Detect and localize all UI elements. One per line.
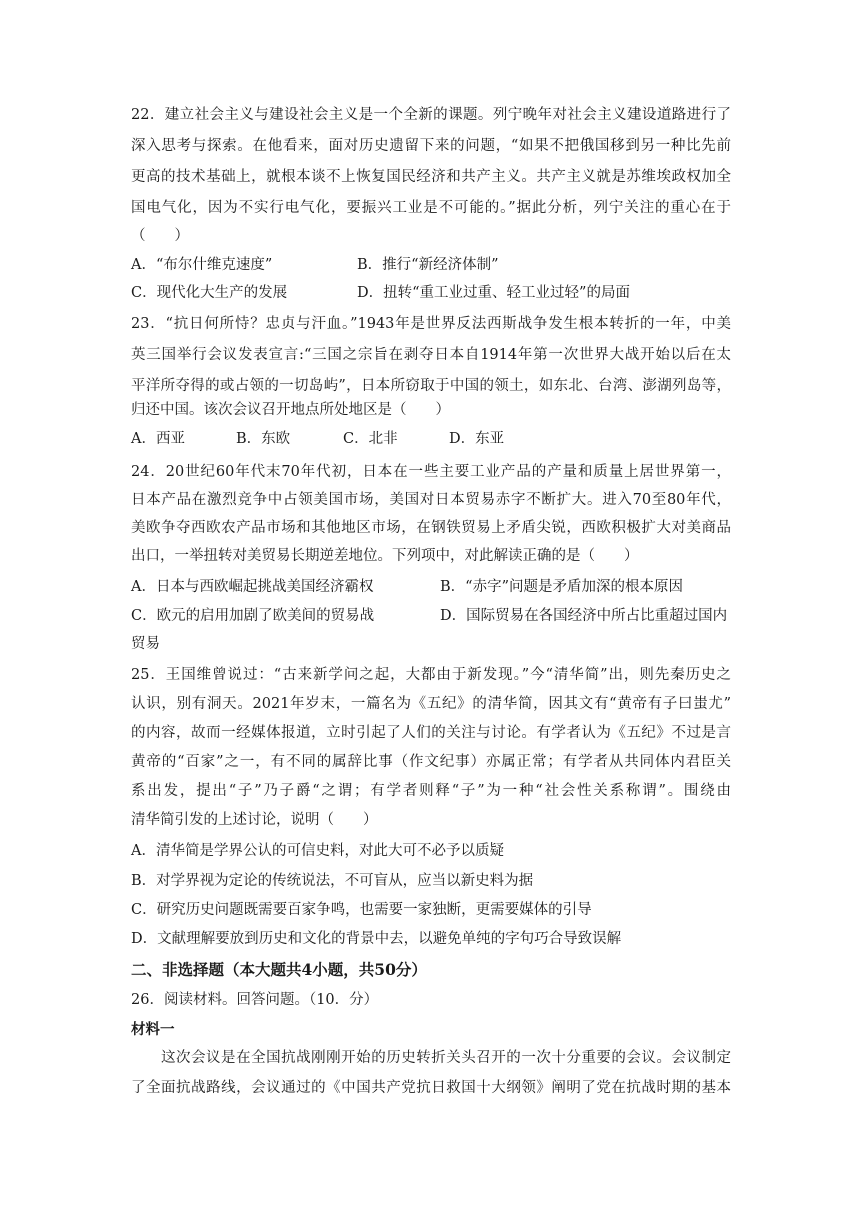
q25-option-d: D．文献理解要放到历史和文化的背景中去，以避免单纯的字句巧合导致误解 — [131, 931, 622, 947]
q23-line-3: 平洋所夺得的或占领的一切岛屿”，日本所窃取于中国的领土，如东北、台湾、澎湖列岛等， — [131, 378, 731, 394]
q25-line-3: 的内容，故而一经媒体报道，立时引起了人们的关注与讨论。有学者认为《五纪》不过是言 — [131, 725, 731, 741]
section-heading: 二、非选择题（本大题共4小题，共50分） — [131, 960, 427, 979]
q22-option-b: B．推行“新经济体制” — [357, 257, 499, 273]
q25-line-2: 认识，别有洞天。2021年岁末，一篇名为《五纪》的清华简，因其文有“黄帝有子曰蚩尤” — [131, 696, 731, 712]
q24-option-d: D．国际贸易在各国经济中所占比重超过国内 — [440, 608, 728, 624]
q23-line-1: 23．“抗日何所恃？忠贞与汗血。”1943年是世界反法西斯战争发生根本转折的一年，中美 — [131, 316, 731, 332]
q22-line-5: （ ） — [131, 228, 189, 244]
q23-option-b: B．东欧 — [236, 431, 291, 447]
q22-option-a: A．“布尔什维克速度” — [131, 257, 273, 273]
q23-option-c: C．北非 — [343, 431, 398, 447]
q22-line-4: 国电气化，因为不实行电气化，要振兴工业是不可能的。”据此分析，列宁关注的重心在于 — [131, 200, 731, 216]
q25-option-b: B．对学界视为定论的传统说法，不可盲从，应当以新史料为据 — [131, 873, 534, 889]
q25-option-c: C．研究历史问题既需要百家争鸣，也需要一家独断，更需要媒体的引导 — [131, 902, 592, 918]
material-label: 材料一 — [131, 1021, 175, 1038]
q24-line-4: 出口，一举扭转对美贸易长期逆差地位。下列项中，对此解读正确的是（ ） — [131, 548, 639, 564]
q22-option-c: C．现代化大生产的发展 — [131, 285, 288, 301]
q25-option-a: A．清华简是学界公认的可信史料，对此大可不必予以质疑 — [131, 843, 504, 859]
q22-option-d: D．扭转“重工业过重、轻工业过轻”的局面 — [357, 285, 630, 301]
q25-line-4: 黄帝的“百家”之一，有不同的属辞比事（作文纪事）亦属正常；有学者从共同体内君臣关 — [131, 754, 731, 770]
q22-line-1: 22．建立社会主义与建设社会主义是一个全新的课题。列宁晚年对社会主义建设道路进行了 — [131, 107, 731, 123]
material-line-2: 了全面抗战路线，会议通过的《中国共产党抗日救国十大纲领》阐明了党在抗战时期的基本 — [131, 1080, 731, 1096]
q24-option-a: A．日本与西欧崛起挑战美国经济霸权 — [131, 579, 374, 595]
q23-option-d: D．东亚 — [449, 431, 505, 447]
q24-line-3: 美欧争夺西欧农产品市场和其他地区市场，在钢铁贸易上矛盾尖锐，西欧积极扩大对美商品 — [131, 520, 731, 536]
q22-line-2: 深入思考与探索。在他看来，面对历史遗留下来的问题，“如果不把俄国移到另一种比先前 — [131, 138, 731, 154]
q24-option-d-continued: 贸易 — [131, 636, 160, 652]
q24-line-1: 24．20世纪60年代末70年代初，日本在一些主要工业产品的产量和质量上居世界第一， — [131, 464, 731, 480]
q23-option-a: A．西亚 — [131, 431, 185, 447]
q23-line-4: 归还中国。该次会议召开地点所处地区是（ ） — [131, 402, 450, 418]
q25-line-5: 系出发，提出“子”乃子爵“之谓；有学者则释“子”为一种“社会性关系称谓”。围绕由 — [131, 783, 731, 799]
q24-line-2: 日本产品在激烈竞争中占领美国市场，美国对日本贸易赤字不断扩大。进入70至80年代， — [131, 492, 731, 508]
q25-line-1: 25．王国维曾说过：“古来新学问之起，大都由于新发现。”今“清华简”出，则先秦历史之 — [131, 667, 731, 683]
q22-line-3: 更高的技术基础上，就根本谈不上恢复国民经济和共产主义。共产主义就是苏维埃政权加全 — [131, 169, 731, 185]
q24-option-c: C．欧元的启用加剧了欧美间的贸易战 — [131, 608, 375, 624]
q25-line-6: 清华简引发的上述讨论，说明（ ） — [131, 812, 378, 828]
q24-option-b: B．“赤字”问题是矛盾加深的根本原因 — [440, 579, 683, 595]
q26-prompt: 26．阅读材料。回答问题。（10．分） — [131, 992, 379, 1008]
material-line-1: 这次会议是在全国抗战刚刚开始的历史转折关头召开的一次十分重要的会议。会议制定 — [161, 1050, 731, 1066]
q23-line-2: 英三国举行会议发表宣言:“三国之宗旨在剥夺日本自1914年第一次世界大战开始以后在太 — [131, 347, 731, 363]
